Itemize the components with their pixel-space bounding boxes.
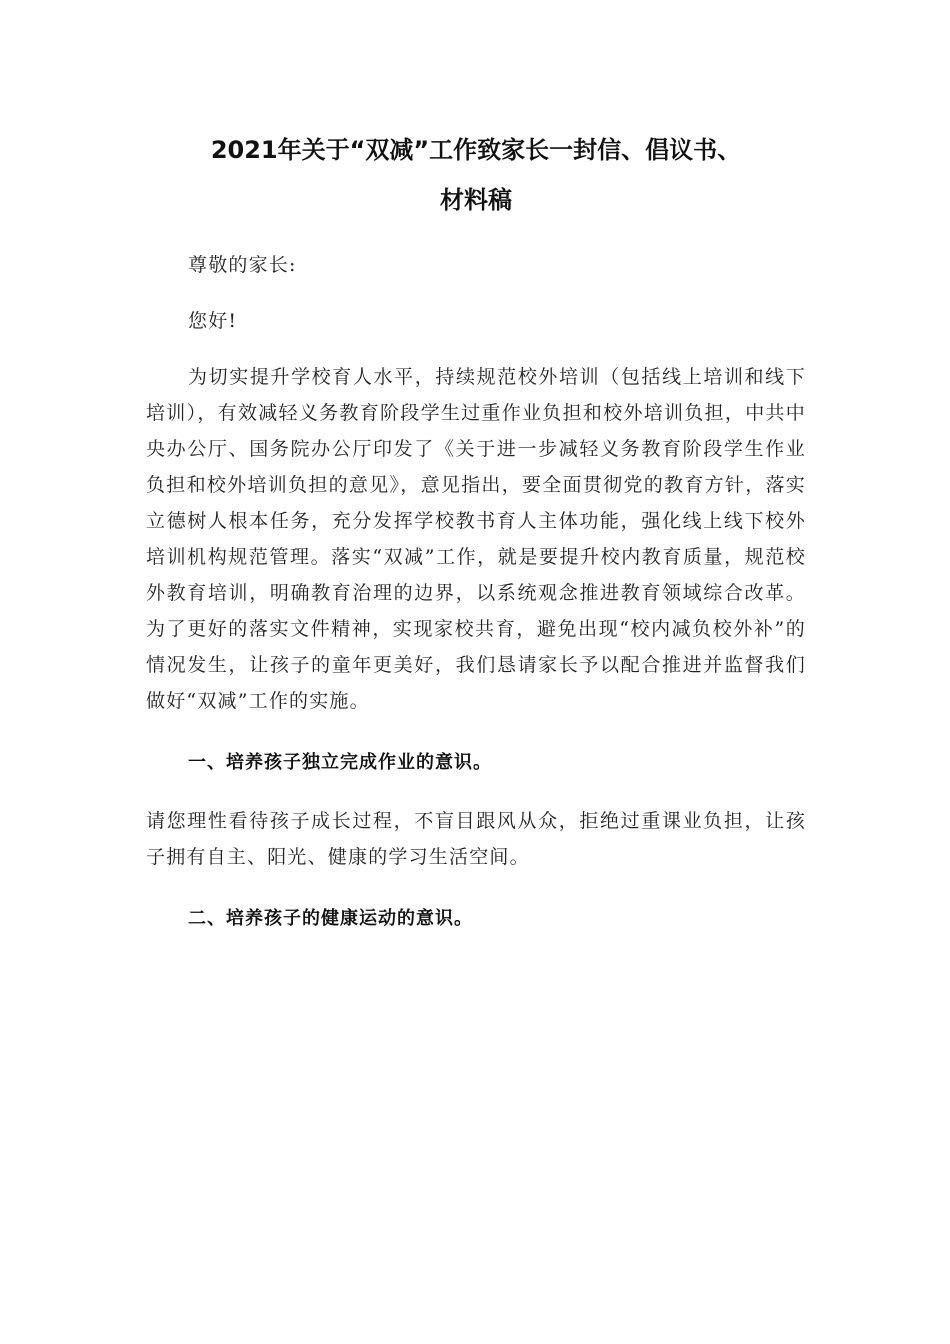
document-title	[146, 125, 806, 225]
greeting: 您好!	[188, 310, 238, 332]
title-line-1: 2021年关于“双减”工作致家长一封信、倡议书、	[210, 136, 742, 164]
body-paragraph-2: 请您理性看待孩子成长过程，不盲目跟风从众，拒绝过重课业负担，让孩子拥有自主、阳光、健康的学习生活空间。	[146, 810, 806, 868]
title-line-2: 材料稿	[440, 186, 512, 214]
section-heading-1: 一、培养孩子独立完成作业的意识。	[188, 752, 492, 773]
section-heading-2: 二、培养孩子的健康运动的意识。	[188, 908, 473, 929]
salutation: 尊敬的家长:	[188, 254, 297, 276]
body-paragraph-1: 为切实提升学校育人水平，持续规范校外培训（包括线上培训和线下培训），有效减轻义务教育阶段学生过重作业负担和校外培训负担，中共中央办公厅、国务院办公厅印发了《关于进一步减轻义务教育阶段学生作业负担和校外培训负担的意见》，意见指出，要全面贯彻党的教育方针，落实立德树人根本任务，充分发挥学校教书育人主体功能，强化线上线下校外培训机构规范管理。落实“双减”工作，就是要提升校内教育质量，规范校外教育培训，明确教育治理的边界，以系统观念推进教育领域综合改革。为了更好的落实文件精神，实现家校共育，避免出现“校内减负校外补”的情况发生，让孩子的童年更美好，我们恳请家长予以配合推进并监督我们做好“双减”工作的实施。	[146, 366, 806, 712]
document-content	[146, 125, 806, 937]
